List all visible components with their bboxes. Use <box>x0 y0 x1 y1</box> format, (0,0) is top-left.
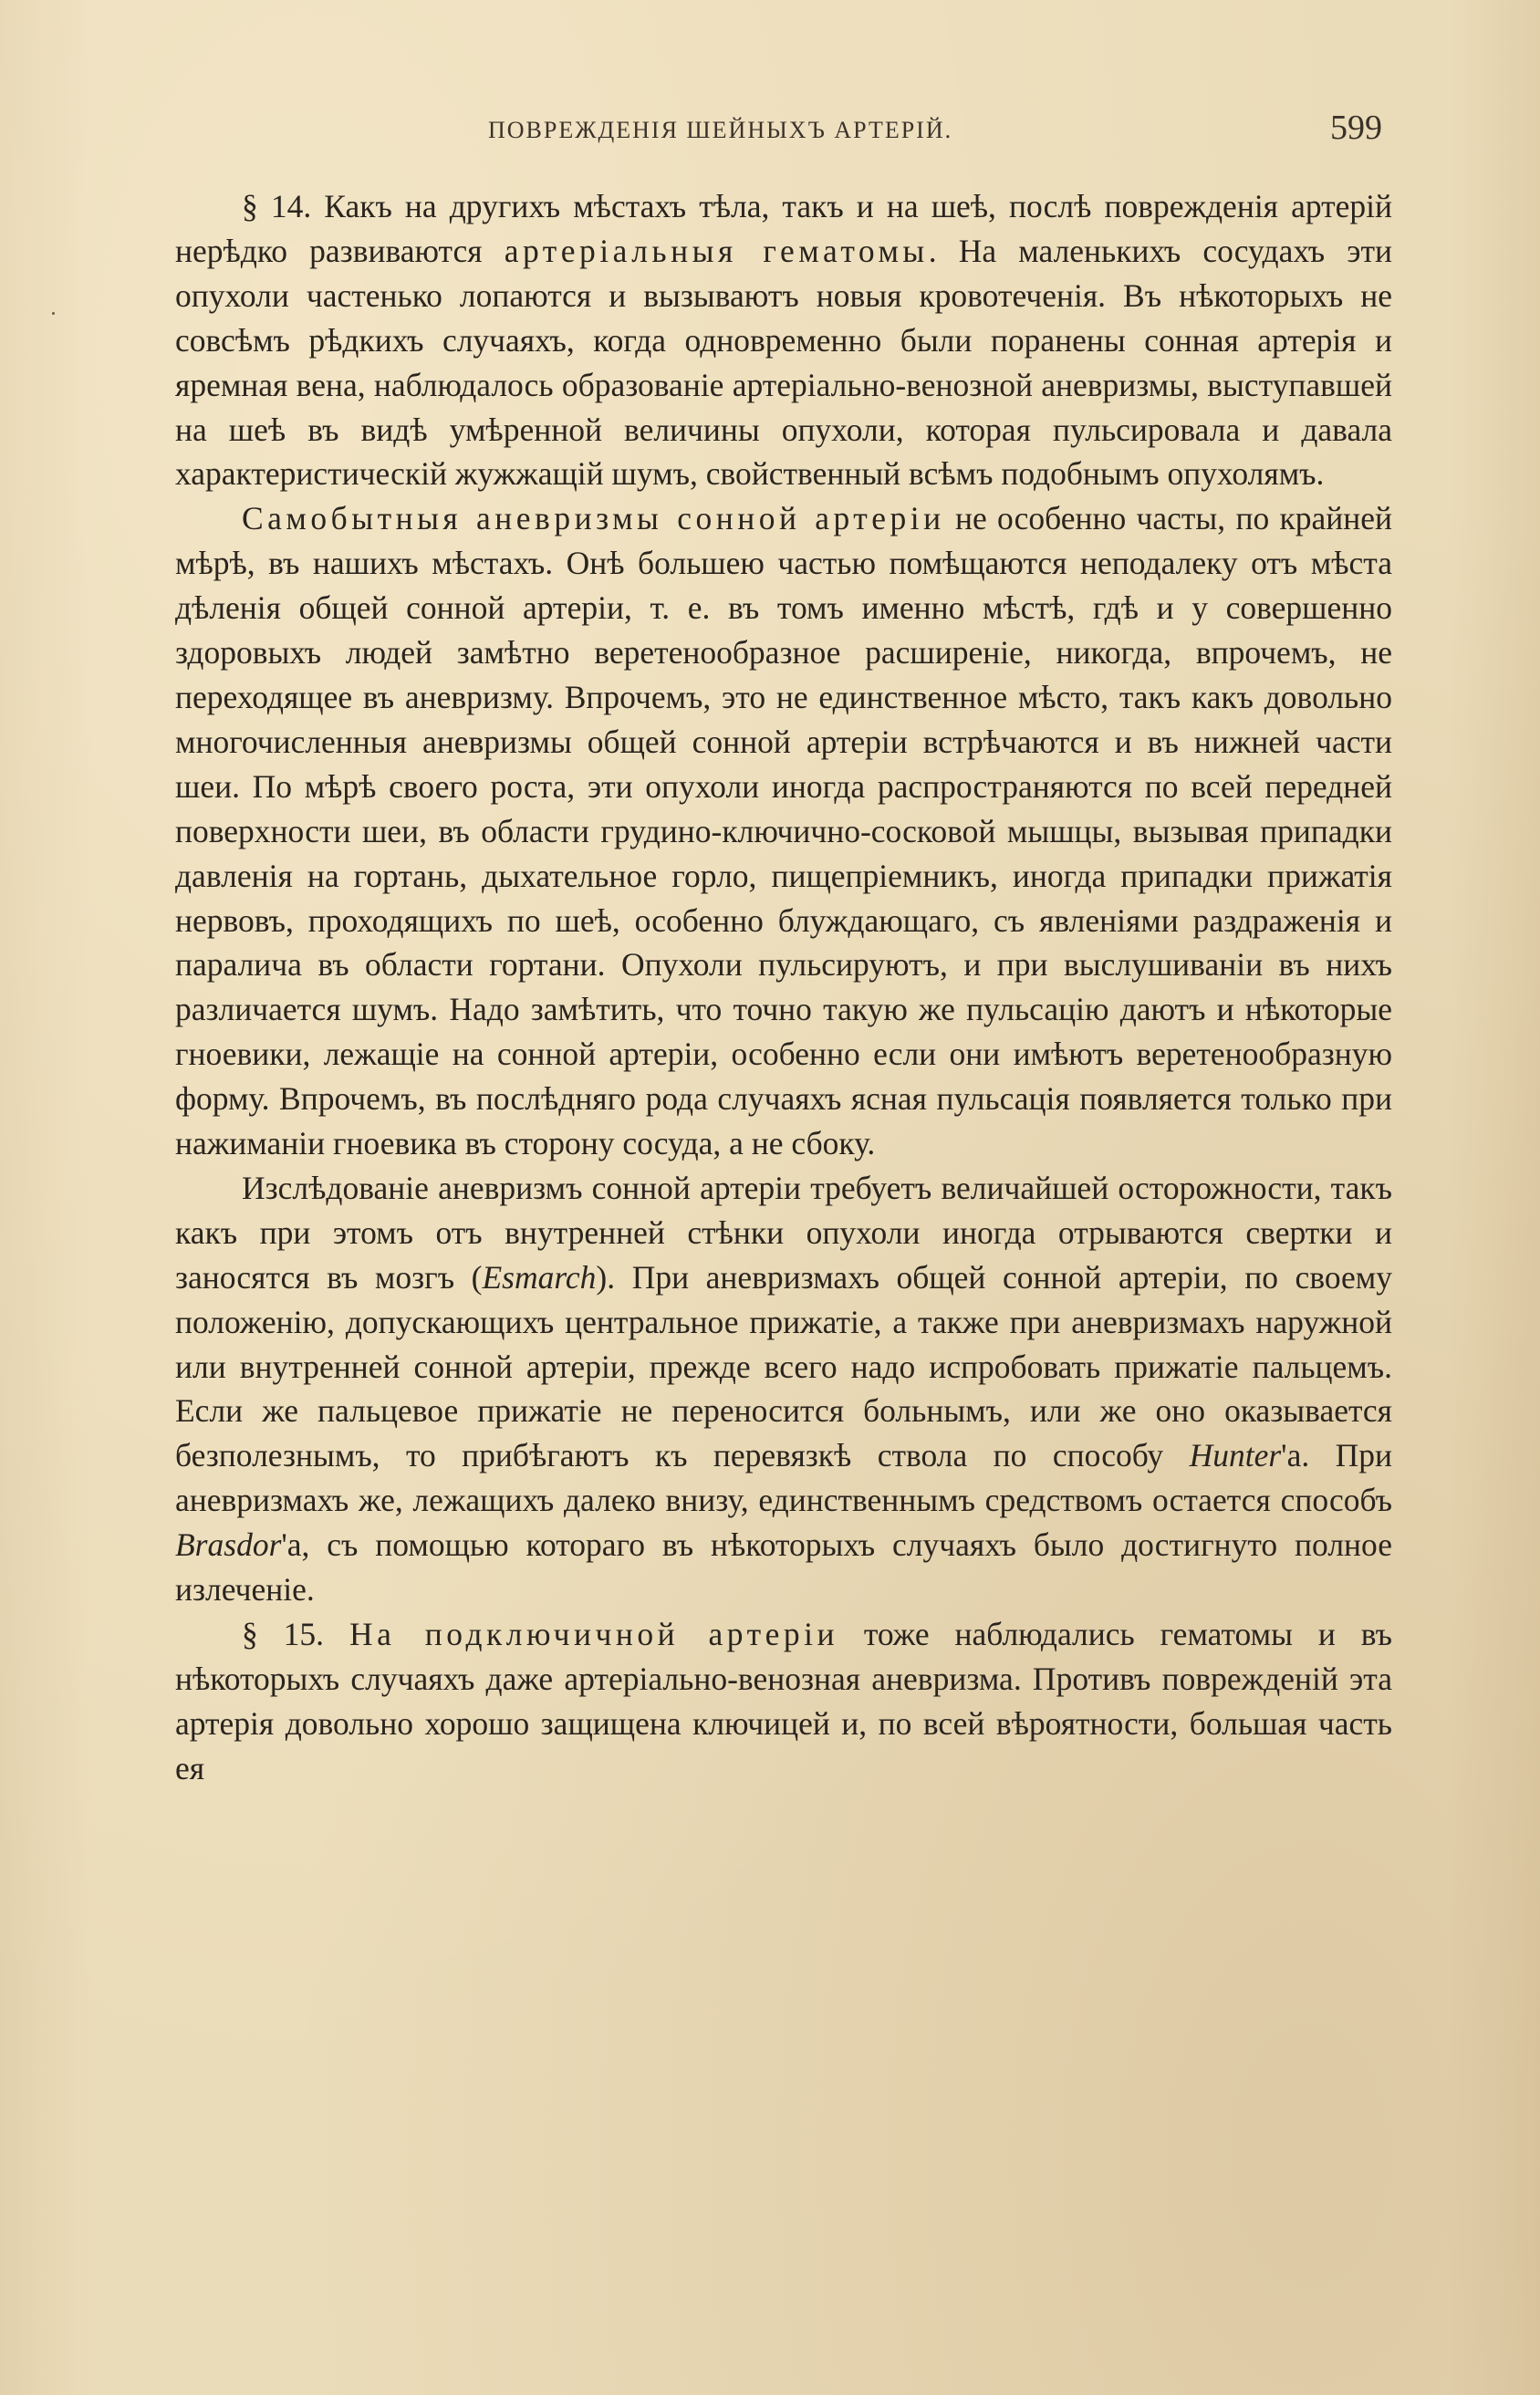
text-run: § 15. <box>242 1616 349 1652</box>
text-run: ). При аневризмахъ общей сонной артеріи, по своему положенію, допускающихъ центральное прижатіе, а также при аневризмахъ наружной или внутренней сонной артеріи, прежде всего надо испробовать прижатіе пальцемъ. Если же пальцевое прижатіе не переносится больнымъ, или же оно оказывается безполезнымъ, то прибѣгаютъ къ перевязкѣ ствола по способу <box>175 1258 1392 1474</box>
author-name-esmarch: Esmarch <box>482 1258 597 1296</box>
text-run: 'а, съ помощью котораго въ нѣкоторыхъ случаяхъ было достигнуто полное излеченіе. <box>175 1526 1392 1609</box>
text-run: тоже наблюдались гематомы и въ нѣкоторыхъ случаяхъ даже артеріально-венозная аневризма. Противъ поврежденій эта артерія довольно хорошо защищена ключицей и, по всей вѣроятности, большая часть ея <box>175 1616 1392 1786</box>
running-head <box>0 108 1540 162</box>
paragraph-examination <box>175 1166 1392 1612</box>
paragraph-section-15 <box>175 1612 1392 1791</box>
spaced-emphasis: На подключичной артеріи <box>349 1616 838 1652</box>
body-text <box>175 184 1392 1791</box>
paragraph-section-14 <box>175 184 1392 496</box>
margin-speck <box>52 312 55 315</box>
text-run: § 14. Какъ на другихъ мѣстахъ тѣла, такъ и на шеѣ, послѣ поврежденія артерій нерѣдко развиваются <box>175 188 1392 269</box>
spaced-emphasis: артеріальныя гематомы <box>504 232 929 269</box>
text-run: Изслѣдованіе аневризмъ сонной артеріи требуетъ величайшей осторожности, такъ какъ при этомъ отъ внутренней стѣнки опухоли иногда отрываются свертки и заносятся въ мозгъ ( <box>175 1169 1392 1296</box>
author-name-brasdor: Brasdor <box>175 1526 282 1564</box>
author-name-hunter: Hunter <box>1189 1437 1282 1474</box>
spaced-emphasis: Самобытныя аневризмы сонной артеріи <box>242 500 945 537</box>
text-run: не особенно часты, по крайней мѣрѣ, въ нашихъ мѣстахъ. Онѣ большею частью помѣщаются неподалеку отъ мѣста дѣленія общей сонной артеріи, т. е. въ томъ именно мѣстѣ, гдѣ и у совершенно здоровыхъ людей замѣтно веретенообразное расширеніе, никогда, впрочемъ, не переходящее въ аневризму. Впрочемъ, это не единственное мѣсто, такъ какъ довольно многочисленныя аневризмы общей сонной артеріи встрѣчаются и въ нижней части шеи. По мѣрѣ своего роста, эти опухоли иногда распространяются по всей передней поверхности шеи, въ области грудино-ключично-сосковой мышцы, вызывая припадки давленія на гортань, дыхательное горло, пищепріемникъ, иногда припадки прижатія нервовъ, проходящихъ по шеѣ, особенно блуждающаго, съ явленіями раздраженія и паралича въ области гортани. Опухоли пульсируютъ, и при выслушиваніи въ нихъ различается шумъ. Надо замѣтить, что точно такую же пульсацію даютъ и нѣкоторые гноевики, лежащіе на сонной артеріи, особенно если они имѣютъ веретенообразную форму. Впрочемъ, въ послѣдняго рода случаяхъ ясная пульсація появляется только при нажиманіи гноевика въ сторону сосуда, а не сбоку. <box>175 500 1392 1162</box>
page-number: 599 <box>1330 109 1382 147</box>
text-run: 'а. При аневризмахъ же, лежащихъ далеко внизу, единственнымъ средствомъ остается способъ <box>175 1437 1392 1519</box>
text-run: . На маленькихъ сосудахъ эти опухоли частенько лопаются и вызываютъ новыя кровотеченія. Въ нѣкоторыхъ не совсѣмъ рѣдкихъ случаяхъ, когда одновременно были поранены сонная артерія и яремная вена, наблюдалось образованіе артеріально-венозной аневризмы, выступавшей на шеѣ въ видѣ умѣренной величины опухоли, которая пульсировала и давала характеристическій жужжащій шумъ, свойственный всѣмъ подобнымъ опухолямъ. <box>175 232 1392 493</box>
running-title: ПОВРЕЖДЕНІЯ ШЕЙНЫХЪ АРТЕРІЙ. <box>488 117 953 143</box>
paragraph-aneurysms <box>175 496 1392 1166</box>
